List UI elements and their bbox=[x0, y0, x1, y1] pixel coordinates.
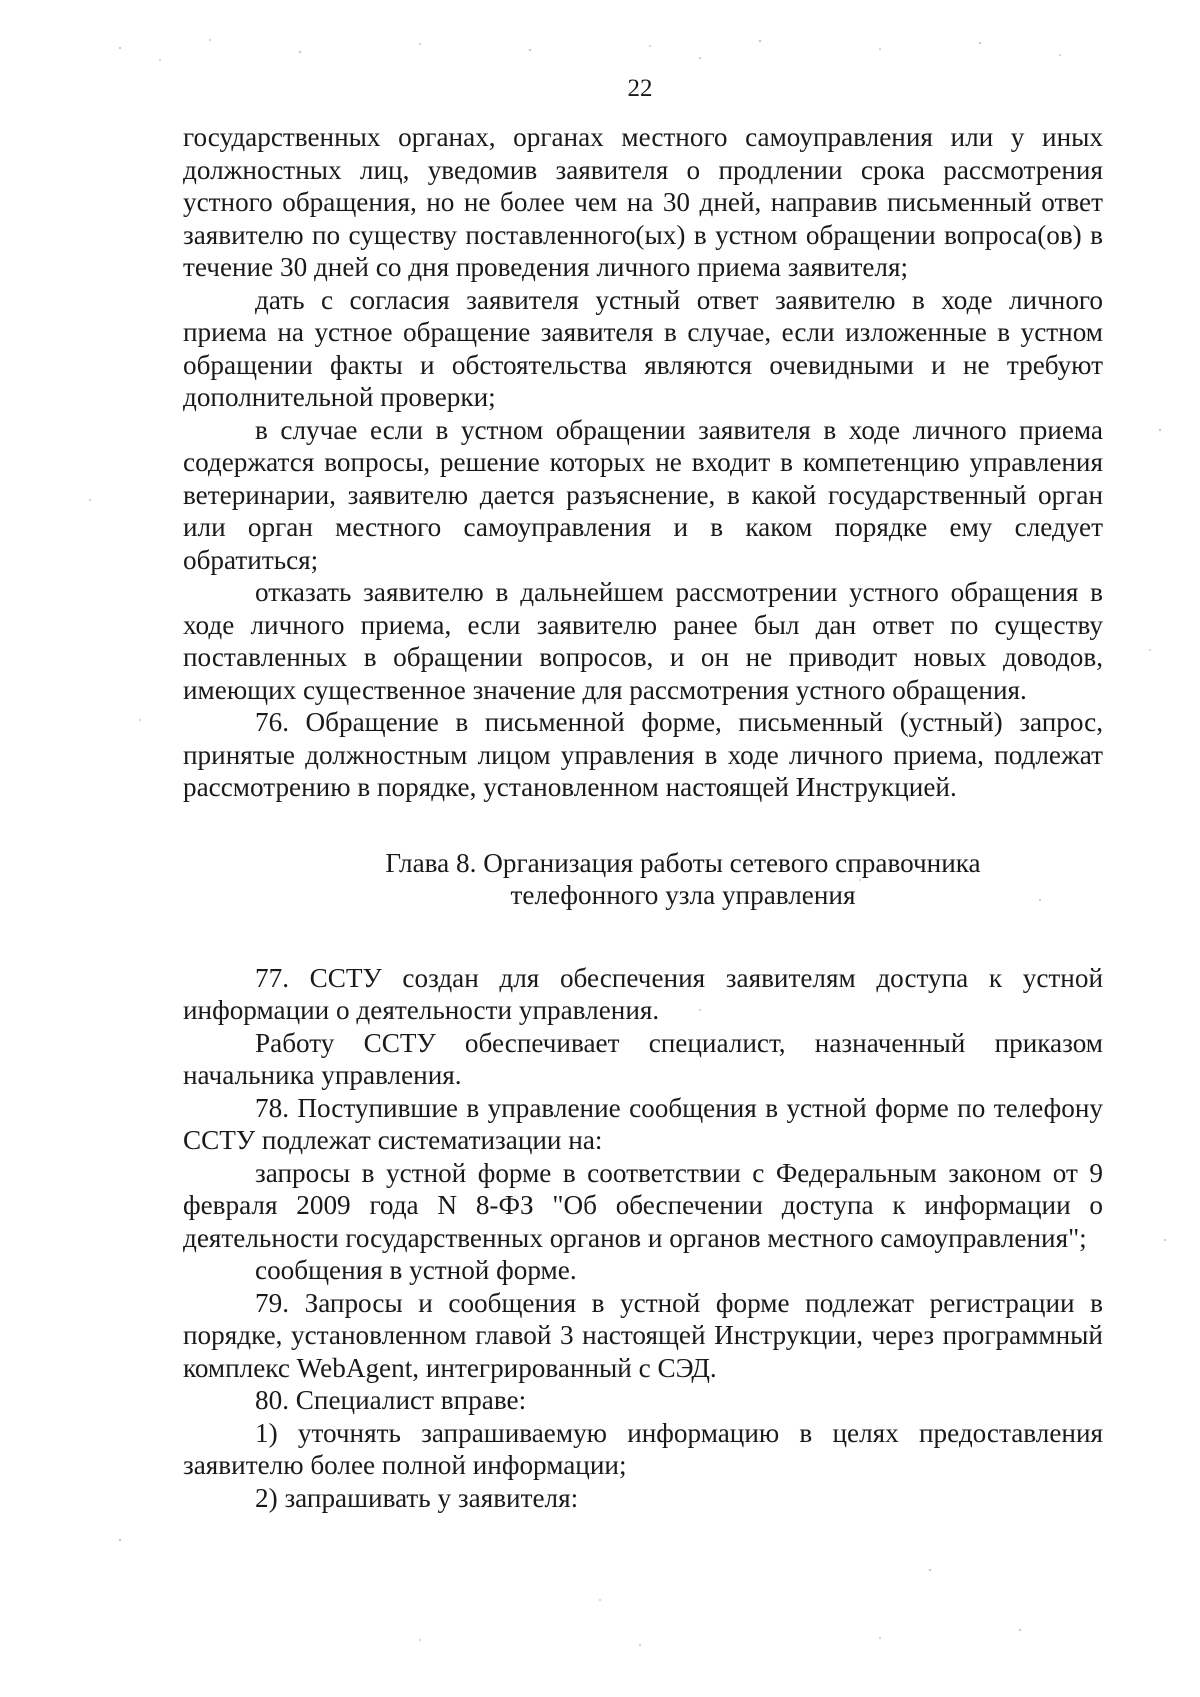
chapter-heading-line2: телефонного узла управления bbox=[510, 880, 856, 910]
paragraph: 77. ССТУ создан для обеспечения заявителям доступа к устной информации о деятельности управления. bbox=[183, 962, 1103, 1025]
paragraphs-bottom bbox=[183, 962, 1103, 1515]
paragraph: Работу ССТУ обеспечивает специалист, назначенный приказом начальника управления. bbox=[183, 1027, 1103, 1090]
paragraph: государственных органах, органах местного самоуправления или у иных должностных лиц, уведомив заявителя о продлении срока рассмотрения устного обращения, но не более чем на 30 дней, направив письменный ответ заявителю по существу поставленного(ых) в устном обращении вопроса(ов) в течение 30 дней со дня проведения личного приема заявителя; bbox=[183, 122, 1103, 282]
paragraph: запросы в устной форме в соответствии с Федеральным законом от 9 февраля 2009 года N 8-ФЗ "Об обеспечении доступа к информации о деятельности государственных органов и органов местного самоуправления"; bbox=[183, 1157, 1103, 1253]
paragraph: 79. Запросы и сообщения в устной форме подлежат регистрации в порядке, установленном главой 3 настоящей Инструкции, через программный комплекс WebAgent, интегрированный с СЭД. bbox=[183, 1287, 1103, 1383]
page-number: 22 bbox=[627, 75, 653, 102]
paragraph: в случае если в устном обращении заявителя в ходе личного приема содержатся вопросы, решение которых не входит в компетенцию управления ветеринарии, заявителю дается разъяснение, в какой государственный орган или орган местного самоуправления и в каком порядке ему следует обратиться; bbox=[183, 414, 1103, 575]
paragraphs-top bbox=[183, 121, 1103, 804]
chapter-heading-line1: Глава 8. Организация работы сетевого справочника bbox=[385, 847, 981, 878]
paragraph: отказать заявителю в дальнейшем рассмотрении устного обращения в ходе личного приема, если заявителю ранее был дан ответ по существу поставленных в обращении вопросов, и он не приводит новых доводов, имеющих существенное значение для рассмотрения устного обращения. bbox=[183, 577, 1103, 705]
paragraph: 78. Поступившие в управление сообщения в устной форме по телефону ССТУ подлежат систематизации на: bbox=[183, 1092, 1103, 1155]
paragraph: 80. Специалист вправе: bbox=[255, 1385, 527, 1415]
paragraph: 1) уточнять запрашиваемую информацию в целях предоставления заявителю более полной информации; bbox=[183, 1417, 1103, 1480]
paragraph: 2) запрашивать у заявителя: bbox=[255, 1482, 579, 1513]
chapter-heading bbox=[183, 847, 1103, 912]
paragraph: 76. Обращение в письменной форме, письменный (устный) запрос, принятые должностным лицом управления в ходе личного приема, подлежат рассмотрению в порядке, установленном настоящей Инструкцией. bbox=[183, 707, 1103, 802]
document-body bbox=[183, 121, 1103, 1514]
paragraph: сообщения в устной форме. bbox=[255, 1255, 577, 1285]
paragraph: дать с согласия заявителя устный ответ заявителю в ходе личного приема на устное обращение заявителя в случае, если изложенные в устном обращении факты и обстоятельства являются очевидными и не требуют дополнительной проверки; bbox=[183, 284, 1103, 412]
